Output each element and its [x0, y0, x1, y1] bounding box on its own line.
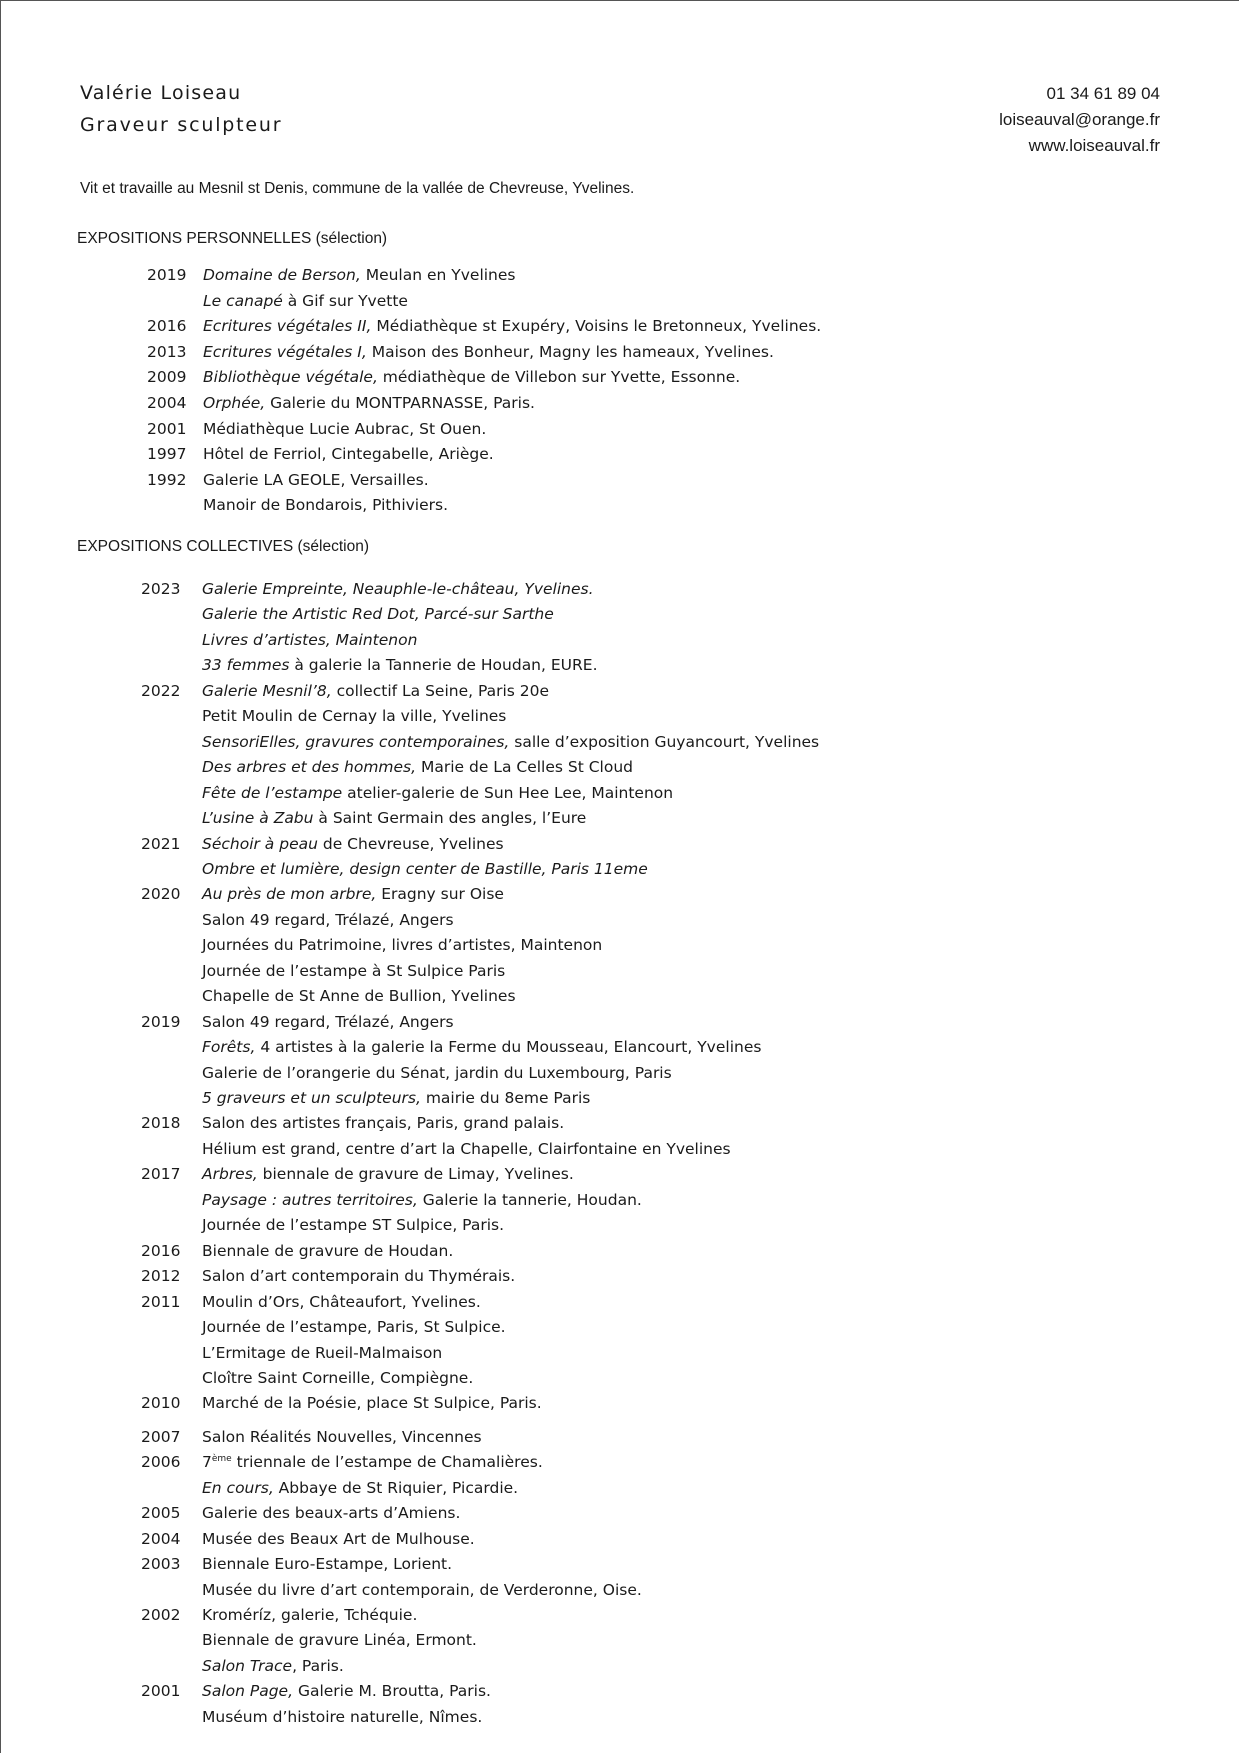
exhibition-details: Maison des Bonheur, Magny les hameaux, Yvelines. [366, 342, 774, 361]
exhibition-description [203, 317, 821, 335]
exhibition-description [202, 707, 506, 725]
exhibition-description [202, 1428, 482, 1446]
exhibition-title: 5 graveurs et un sculpteurs, [202, 1089, 421, 1107]
exhibition-details: triennale de l’estampe de Chamalières. [231, 1453, 543, 1472]
exhibition-year: 2013 [147, 342, 187, 361]
exhibition-title: Orphée, [203, 394, 266, 412]
exhibition-details: Salon 49 regard, Trélazé, Angers [202, 910, 454, 929]
exhibition-details: Salon des artistes français, Paris, grand palais. [202, 1114, 565, 1133]
exhibition-description [202, 1504, 460, 1522]
exhibition-year: 2020 [141, 885, 181, 904]
exhibition-details: Abbaye de St Riquier, Picardie. [273, 1478, 519, 1497]
bio-text: Vit et travaille au Mesnil st Denis, commune de la vallée de Chevreuse, Yvelines. [80, 180, 635, 197]
exhibition-title: Galerie Mesnil’8, [202, 681, 332, 700]
exhibition-title: Ecritures végétales II, [203, 317, 372, 336]
exhibition-year: 2019 [147, 266, 187, 284]
exhibition-details: salle d’exposition Guyancourt, Yvelines [509, 732, 820, 751]
exhibition-year: 2002 [141, 1606, 181, 1624]
exhibition-year: 2011 [141, 1292, 181, 1311]
exhibition-year: 2021 [141, 834, 181, 853]
exhibition-year: 2004 [141, 1529, 181, 1548]
exhibition-year: 2009 [147, 368, 187, 387]
exhibition-title: Le canapé [203, 291, 283, 310]
exhibition-details: Chapelle de St Anne de Bullion, Yvelines [202, 987, 516, 1006]
exhibition-title: Arbres, [202, 1165, 258, 1184]
exhibition-title: Forêts, [202, 1038, 256, 1057]
exhibition-details: Médiathèque st Exupéry, Voisins le Bretonneux, Yvelines. [371, 317, 822, 336]
exhibition-details: de Chevreuse, Yvelines [317, 834, 504, 853]
exhibition-description [202, 1453, 543, 1471]
exhibition-title: Galerie Empreinte, Neauphle-le-château, Yvelines. [202, 580, 594, 598]
exhibition-details: Galerie LA GEOLE, Versailles. [203, 470, 429, 489]
exhibition-description [202, 1657, 344, 1675]
collective-exhibitions-heading: EXPOSITIONS COLLECTIVES (sélection) [77, 538, 370, 555]
exhibition-year: 2006 [141, 1453, 181, 1472]
exhibition-details: Marie de La Celles St Cloud [416, 758, 633, 777]
exhibition-title: Bibliothèque végétale, [203, 368, 378, 387]
exhibition-description [202, 1038, 761, 1056]
exhibition-details: Meulan en Yvelines [360, 266, 516, 284]
exhibition-description [202, 1369, 473, 1387]
exhibition-description [202, 1530, 475, 1548]
exhibition-title: L’usine à Zabu [202, 809, 314, 828]
exhibition-title: En cours, [202, 1478, 274, 1497]
exhibition-description [203, 394, 535, 412]
exhibition-details: Musée des Beaux Art de Mulhouse. [202, 1529, 475, 1548]
exhibition-details: 4 artistes à la galerie la Ferme du Mousseau, Elancourt, Yvelines [255, 1038, 762, 1057]
exhibition-description [202, 631, 417, 649]
exhibition-description [202, 784, 673, 802]
exhibition-description [202, 733, 819, 751]
exhibition-description [202, 1216, 504, 1234]
exhibition-details: Hélium est grand, centre d’art la Chapelle, Clairfontaine en Yvelines [202, 1139, 731, 1158]
exhibition-details: Musée du livre d’art contemporain, de Verderonne, Oise. [202, 1580, 642, 1599]
exhibition-details: Journée de l’estampe à St Sulpice Paris [202, 961, 506, 980]
exhibition-year: 2007 [141, 1427, 181, 1446]
exhibition-title: Salon Trace [202, 1656, 293, 1675]
exhibition-details: Marché de la Poésie, place St Sulpice, Paris. [202, 1394, 542, 1413]
exhibition-year: 2001 [141, 1682, 181, 1701]
exhibition-description [202, 860, 648, 878]
exhibition-details: Hôtel de Ferriol, Cintegabelle, Ariège. [203, 445, 494, 464]
exhibition-details: Salon Réalités Nouvelles, Vincennes [202, 1427, 482, 1446]
exhibition-description [202, 580, 594, 598]
exhibition-year: 2012 [141, 1267, 181, 1286]
exhibition-details: médiathèque de Villebon sur Yvette, Essonne. [377, 368, 741, 387]
exhibition-description [202, 885, 504, 903]
exhibition-description [203, 445, 494, 463]
exhibition-title: 33 femmes [202, 656, 290, 675]
exhibition-details: biennale de gravure de Limay, Yvelines. [257, 1165, 574, 1184]
exhibition-description [203, 292, 408, 310]
exhibition-details: Journées du Patrimoine, livres d’artistes, Maintenon [202, 936, 603, 955]
exhibition-description [202, 1394, 542, 1412]
exhibition-details: Cloître Saint Corneille, Compiègne. [202, 1368, 474, 1387]
personal-exhibitions-heading: EXPOSITIONS PERSONNELLES (sélection) [77, 230, 388, 247]
exhibition-year: 2017 [141, 1165, 181, 1184]
exhibition-year: 2019 [141, 1012, 181, 1031]
exhibition-title: Livres d’artistes, Maintenon [202, 630, 418, 649]
exhibition-description [202, 1631, 477, 1649]
exhibition-description [202, 1114, 564, 1132]
exhibition-details: Médiathèque Lucie Aubrac, St Ouen. [203, 419, 487, 438]
exhibition-description [202, 1606, 417, 1624]
exhibition-description [202, 987, 516, 1005]
exhibition-details: Journée de l’estampe, Paris, St Sulpice. [202, 1318, 506, 1337]
exhibition-description [202, 1293, 481, 1311]
exhibition-details: Muséum d’histoire naturelle, Nîmes. [202, 1707, 483, 1726]
exhibition-description [202, 1140, 731, 1158]
author-role: Graveur sculpteur [80, 114, 283, 136]
exhibition-details: L’Ermitage de Rueil-Malmaison [202, 1343, 443, 1362]
exhibition-description [202, 1479, 518, 1497]
exhibition-description [202, 1708, 482, 1726]
exhibition-details: Galerie la tannerie, Houdan. [417, 1190, 642, 1209]
exhibition-description [202, 1242, 453, 1260]
exhibition-description [202, 1089, 590, 1107]
email-link[interactable]: loiseauval@orange.fr [999, 110, 1160, 129]
exhibition-details: atelier-galerie de Sun Hee Lee, Maintenon [342, 783, 674, 802]
exhibition-title: Fête de l’estampe [202, 783, 343, 802]
exhibition-description [202, 835, 504, 853]
exhibition-description [202, 1555, 452, 1573]
exhibition-details: Galerie M. Broutta, Paris. [293, 1682, 491, 1701]
exhibition-title: Domaine de Berson, [203, 266, 361, 284]
exhibition-title: SensoriElles, gravures contemporaines, [202, 732, 510, 751]
exhibition-details: collectif La Seine, Paris 20e [331, 681, 550, 700]
exhibition-year: 1992 [147, 470, 187, 489]
exhibition-details: Salon d’art contemporain du Thymérais. [202, 1267, 516, 1286]
exhibition-details: Biennale de gravure de Houdan. [202, 1241, 454, 1260]
exhibition-year: 2005 [141, 1504, 181, 1523]
exhibition-year: 1997 [147, 445, 187, 464]
author-name: Valérie Loiseau [80, 82, 242, 104]
exhibition-description [203, 368, 740, 386]
exhibition-year: 2016 [147, 317, 187, 336]
exhibition-description [202, 605, 554, 623]
exhibition-description [202, 1267, 515, 1285]
exhibition-details: Galerie de l’orangerie du Sénat, jardin du Luxembourg, Paris [202, 1063, 672, 1082]
exhibition-description [203, 496, 448, 514]
exhibition-year: 2001 [147, 419, 187, 438]
exhibition-details: à Gif sur Yvette [282, 291, 408, 310]
exhibition-year: 2003 [141, 1555, 181, 1574]
exhibition-details: , Paris. [292, 1656, 344, 1675]
exhibition-description [202, 1013, 454, 1031]
exhibition-description [202, 1064, 672, 1082]
exhibition-description [202, 656, 598, 674]
phone-number: 01 34 61 89 04 [1046, 84, 1160, 103]
exhibition-year: 2004 [147, 394, 187, 412]
exhibition-year: 2023 [141, 580, 181, 598]
exhibition-title: Salon Page, [202, 1682, 294, 1701]
exhibition-details: à galerie la Tannerie de Houdan, EURE. [289, 656, 598, 675]
exhibition-description [202, 1191, 642, 1209]
exhibition-description [203, 420, 486, 438]
exhibition-details: Journée de l’estampe ST Sulpice, Paris. [202, 1216, 505, 1235]
exhibition-title: Paysage : autres territoires, [202, 1190, 418, 1209]
exhibition-year: 2010 [141, 1394, 181, 1413]
website-link[interactable]: www.loiseauval.fr [1028, 136, 1160, 155]
ordinal-superscript: ème [211, 1454, 232, 1465]
exhibition-details: à Saint Germain des angles, l’Eure [313, 809, 587, 828]
exhibition-details: Salon 49 regard, Trélazé, Angers [202, 1012, 454, 1031]
exhibition-title: Galerie the Artistic Red Dot, Parcé-sur Sarthe [202, 605, 554, 624]
exhibition-details: Biennale Euro-Estampe, Lorient. [202, 1555, 453, 1574]
exhibition-title: Ombre et lumière, design center de Bastille, Paris 11eme [202, 859, 648, 878]
exhibition-description [202, 1344, 442, 1362]
exhibition-description [202, 758, 633, 776]
exhibition-details: Manoir de Bondarois, Pithiviers. [203, 496, 449, 515]
exhibition-description [202, 682, 549, 700]
exhibition-description [202, 809, 586, 827]
exhibition-year: 2018 [141, 1114, 181, 1133]
exhibition-description [203, 266, 516, 284]
exhibition-description [202, 911, 454, 929]
exhibition-details: 7 [202, 1453, 212, 1472]
exhibition-details: Petit Moulin de Cernay la ville, Yvelines [202, 707, 507, 726]
exhibition-description [202, 1318, 506, 1336]
exhibition-description [202, 1581, 642, 1599]
exhibition-details: Kroméríz, galerie, Tchéquie. [202, 1606, 418, 1624]
exhibition-details: Eragny sur Oise [376, 885, 504, 904]
exhibition-title: Au près de mon arbre, [202, 885, 377, 904]
exhibition-details: Galerie des beaux-arts d’Amiens. [202, 1504, 461, 1523]
exhibition-details: Moulin d’Ors, Châteaufort, Yvelines. [202, 1292, 481, 1311]
exhibition-details: Galerie du MONTPARNASSE, Paris. [265, 394, 535, 412]
exhibition-title: Séchoir à peau [202, 834, 318, 853]
exhibition-description [202, 936, 602, 954]
exhibition-description [202, 1165, 574, 1183]
exhibition-description [203, 343, 774, 361]
exhibition-year: 2016 [141, 1241, 181, 1260]
exhibition-title: Des arbres et des hommes, [202, 758, 417, 777]
exhibition-description [203, 471, 429, 489]
exhibition-details: Biennale de gravure Linéa, Ermont. [202, 1631, 477, 1650]
exhibition-description [202, 962, 505, 980]
exhibition-details: mairie du 8eme Paris [420, 1089, 591, 1107]
exhibition-description [202, 1682, 491, 1700]
exhibition-year: 2022 [141, 681, 181, 700]
exhibition-title: Ecritures végétales I, [203, 342, 367, 361]
